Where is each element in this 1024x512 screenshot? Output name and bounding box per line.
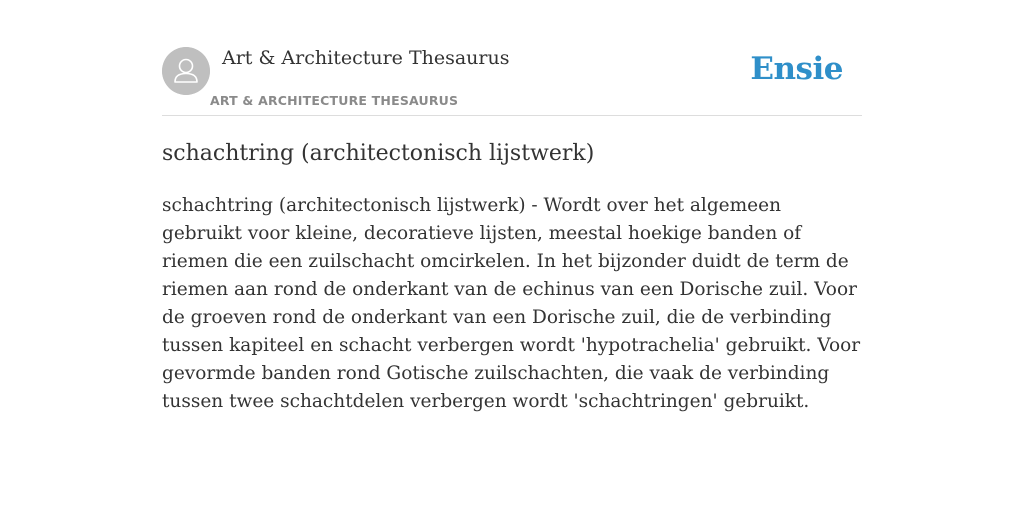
article-body: schachtring (architectonisch lijstwerk) - Wordt over het algemeen gebruikt voor kleine, decoratieve lijsten, meestal hoekige banden of riemen die een zuilschacht omcirkelen. In het bijzonder duidt de term de riemen aan rond de onderkant van de echinus van een Dorische zuil. Voor de groeven rond de onderkant van een Dorische zuil, die de verbinding tussen kapiteel en schacht verbergen wordt 'hypotrachelia' gebruikt. Voor gevormde banden rond Gotische zuilschachten, die vaak de verbinding tussen twee schachtdelen verbergen wordt 'schachtringen' gebruikt. xyxy=(162,195,861,412)
source-label: ART & ARCHITECTURE THESAURUS xyxy=(210,93,459,108)
brand-logo-link[interactable]: Ensie xyxy=(750,51,843,87)
user-silhouette-icon xyxy=(162,47,210,95)
article-title: schachtring (architectonisch lijstwerk) xyxy=(162,141,595,166)
author-name-link[interactable]: Art & Architecture Thesaurus xyxy=(222,47,510,69)
user-avatar-icon[interactable] xyxy=(162,47,210,95)
page-content xyxy=(162,0,862,412)
article-header xyxy=(162,0,862,116)
